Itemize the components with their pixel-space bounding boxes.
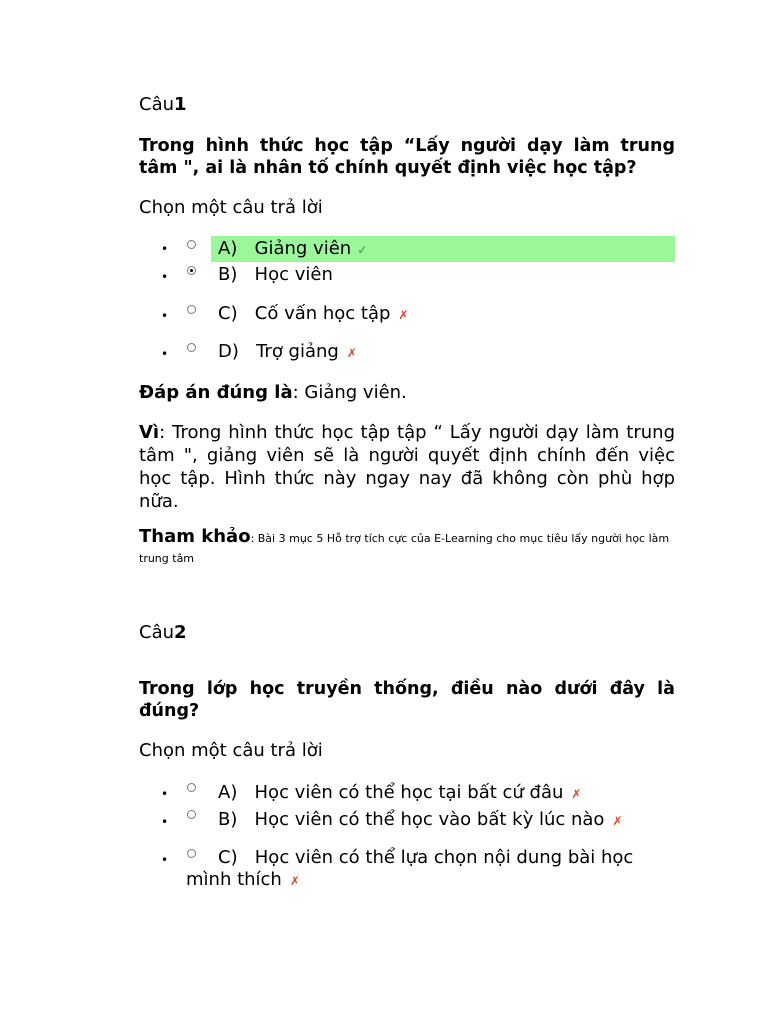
option-text: Học viên có thể học tại bất cứ đâu <box>254 782 564 803</box>
check-icon: ✓ <box>357 243 368 257</box>
option-text: Cố vấn học tập <box>254 303 391 324</box>
option-letter: A) <box>218 782 238 803</box>
option-letter: D) <box>218 341 239 362</box>
cross-icon: ✗ <box>571 787 582 801</box>
correct-answer-line: Đáp án đúng là: Giảng viên. <box>139 382 407 403</box>
bullet: • <box>161 347 169 361</box>
question-2-text: Trong lớp học truyền thống, điều nào dưới đây là đúng? <box>139 679 675 721</box>
option-a-radio[interactable] <box>187 240 196 249</box>
bullet: • <box>161 242 169 256</box>
cross-icon: ✗ <box>346 346 357 360</box>
bullet: • <box>161 309 169 323</box>
option-letter: B) <box>218 809 238 830</box>
question-1-label: Câu1 <box>139 94 187 115</box>
q2-option-a[interactable] <box>218 782 668 805</box>
option-c-radio[interactable] <box>187 305 196 314</box>
option-letter: C) <box>218 847 238 868</box>
reference: Tham khảo: Bài 3 mục 5 Hỗ trợ tích cực của E-Learning cho mục tiêu lấy người học làm trung tâm <box>139 526 670 565</box>
cross-icon: ✗ <box>398 308 409 322</box>
question-1-instruction: Chọn một câu trả lời <box>139 197 323 218</box>
option-text: Giảng viên <box>254 238 352 259</box>
bullet: • <box>161 787 169 801</box>
option-b-radio-selected[interactable] <box>187 266 196 275</box>
q2-option-c[interactable] <box>186 847 668 892</box>
option-text: Học viên có thể học vào bất kỳ lúc nào <box>254 809 605 830</box>
question-2-instruction: Chọn một câu trả lời <box>139 740 323 761</box>
option-text: Học viên có thể lựa chọn nội dung bài học <box>254 847 634 868</box>
option-text-continued: mình thích <box>186 869 282 890</box>
q1-option-a[interactable] <box>218 238 668 261</box>
option-text: Học viên <box>254 264 333 285</box>
question-1-text: Trong hình thức học tập “Lấy người dạy làm trung tâm ", ai là nhân tố chính quyết định việc học tập? <box>139 136 675 178</box>
option-letter: C) <box>218 303 238 324</box>
option-text: Trợ giảng <box>256 341 339 362</box>
q1-option-c[interactable] <box>218 303 668 326</box>
option-a-radio[interactable] <box>187 783 196 792</box>
cross-icon: ✗ <box>612 814 623 828</box>
q1-option-d[interactable] <box>218 341 668 364</box>
option-letter: B) <box>218 264 238 285</box>
option-b-radio[interactable] <box>187 810 196 819</box>
q1-option-b[interactable] <box>218 264 668 286</box>
option-letter: A) <box>218 238 238 259</box>
cross-icon: ✗ <box>289 874 300 888</box>
question-2-label: Câu2 <box>139 622 187 643</box>
explanation: Vì: Trong hình thức học tập tập “ Lấy người dạy làm trung tâm ", giảng viên sẽ là người quyết định chính đến việc học tập. Hình thức này ngay nay đã không còn phù hợp nữa. <box>139 422 675 512</box>
bullet: • <box>161 815 169 829</box>
bullet: • <box>161 270 169 284</box>
bullet: • <box>161 853 169 867</box>
option-d-radio[interactable] <box>187 343 196 352</box>
q2-option-b[interactable] <box>218 809 668 832</box>
